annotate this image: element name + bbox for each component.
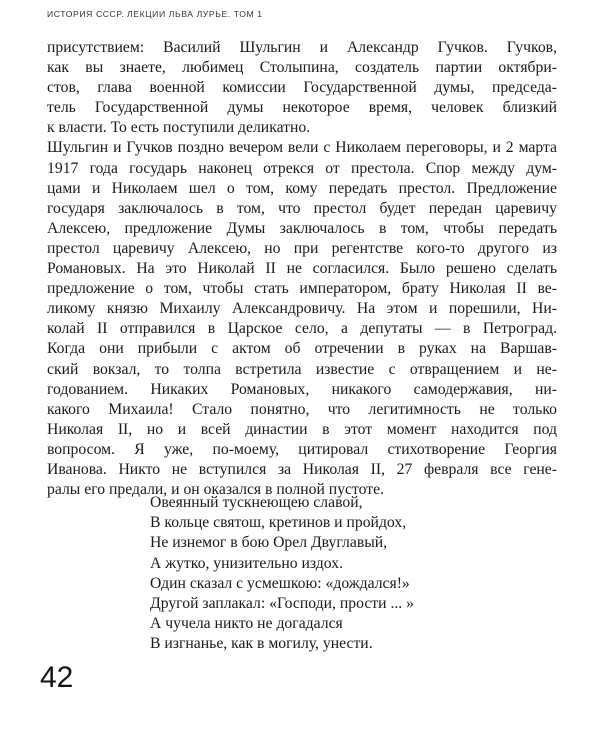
text-line: Николая II, но и всей династии в этот момент находится под	[47, 420, 557, 438]
text-line: к власти. То есть поступили деликатно.	[47, 119, 311, 137]
text-line: ский вокзал, то толпа встретила известие с отвращением и не-	[47, 360, 557, 378]
text-line: Когда они прибыли с актом об отречении в руках на Варшав-	[47, 340, 557, 358]
text-line: тель Государственной думы некоторое время, человек близкий	[47, 99, 557, 117]
text-line: Иванова. Никто не вступился за Николая II, 27 февраля все гене-	[47, 460, 557, 478]
poem-line: В изгнанье, как в могилу, унести.	[150, 635, 373, 653]
text-line: колай II отправился в Царское село, а депутаты — в Петроград.	[47, 320, 557, 338]
text-line: стов, глава военной комиссии Государственной думы, председа-	[47, 79, 557, 97]
text-line: вопросом. Я уже, по-моему, цитировал стихотворение Георгия	[47, 440, 557, 458]
text-line: как вы знаете, любимец Столыпина, создатель партии октябри-	[47, 59, 557, 77]
poem-line: Не изнемог в бою Орел Двуглавый,	[150, 534, 388, 552]
poem-line: Один сказал с усмешкою: «дождался!»	[150, 574, 410, 592]
text-line: престол царевичу Алексею, но при регентстве кого-то другого из	[47, 239, 557, 257]
page-number: 42	[40, 661, 74, 694]
body-text	[47, 38, 557, 500]
poem-quote	[150, 493, 414, 655]
poem-line: Овеянный тускнеющею славой,	[150, 494, 363, 511]
text-line: какого Михаила! Стало понятно, что легитимность не только	[47, 400, 557, 418]
text-line: государя заключалось в том, что престол будет передан царевичу	[47, 199, 557, 217]
text-line: присутствием: Василий Шульгин и Александр Гучков. Гучков,	[47, 39, 557, 56]
poem-line: А жутко, унизительно издох.	[150, 554, 343, 572]
text-line: ликому князю Михаилу Александровичу. На этом и порешили, Ни-	[47, 300, 557, 318]
text-line: Алексею, предложение Думы заключалось в том, чтобы передать	[47, 219, 557, 237]
text-line: Романовых. На это Николай II не согласился. Было решено сделать	[47, 260, 557, 278]
text-line: предложение о том, чтобы стать императором, брату Николая II ве-	[47, 280, 557, 298]
poem-line: Другой заплакал: «Господи, прости ... »	[150, 594, 414, 612]
text-line: 1917 года государь наконец отрекся от престола. Спор между дум-	[47, 159, 557, 177]
text-line: ралы его предали, и он оказался в полной пустоте.	[47, 481, 385, 499]
text-line: годованием. Никаких Романовых, никакого самодержавия, ни-	[47, 380, 557, 398]
text-line: Шульгин и Гучков поздно вечером вели с Николаем переговоры, и 2 марта	[47, 139, 557, 157]
text-line: цами и Николаем шел о том, кому передать престол. Предложение	[47, 179, 557, 197]
poem-line: А чучела никто не догадался	[150, 615, 343, 633]
poem-line: В кольце святош, кретинов и пройдох,	[150, 514, 407, 532]
running-header: ИСТОРИЯ СССР. ЛЕКЦИИ ЛЬВА ЛУРЬЕ. ТОМ 1	[47, 9, 263, 19]
